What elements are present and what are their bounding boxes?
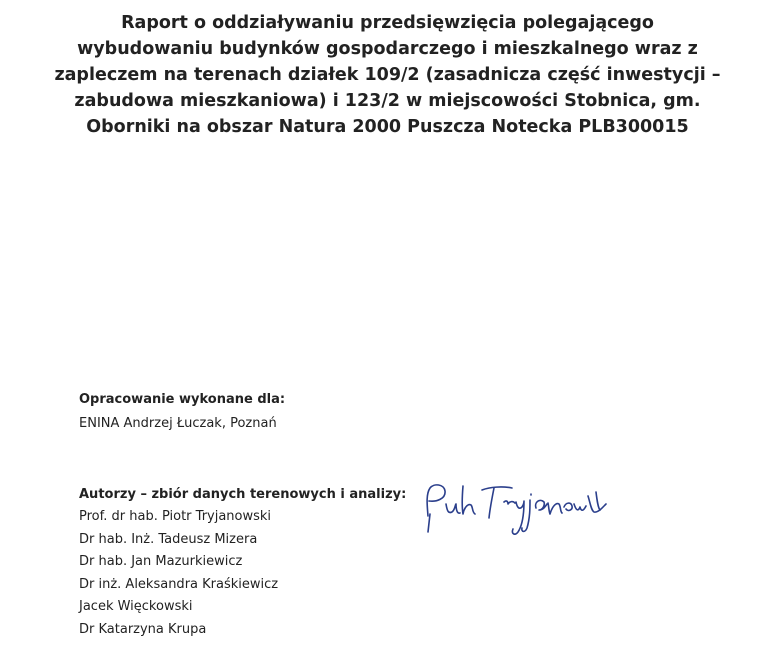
client-heading: Opracowanie wykonane dla: [79,392,286,407]
client-section [79,389,285,436]
client-name: ENINA Andrzej Łuczak, Poznań [79,416,277,431]
handwritten-signature [418,474,618,544]
author-name: Prof. dr hab. Piotr Tryjanowski [79,509,272,524]
title-line: zabudowa mieszkaniowa) i 123/2 w miejscowości Stobnica, gm. [74,91,701,111]
author-name: Dr hab. Jan Mazurkiewicz [79,554,243,569]
title-line: zapleczem na terenach działek 109/2 (zasadnicza część inwestycji – [54,65,721,85]
report-title [0,10,775,140]
title-line: wybudowaniu budynków gospodarczego i mieszkalnego wraz z [77,39,698,59]
title-line: Oborniki na obszar Natura 2000 Puszcza Notecka PLB300015 [86,117,689,137]
author-name: Dr inż. Aleksandra Kraśkiewicz [79,576,279,592]
authors-section [79,484,406,641]
author-name: Jacek Więckowski [79,599,193,614]
author-name: Dr hab. Inż. Tadeusz Mizera [79,531,258,547]
author-name: Dr Katarzyna Krupa [79,621,207,637]
title-line: Raport o oddziaływaniu przedsięwzięcia polegającego [121,13,654,33]
authors-heading: Autorzy – zbiór danych terenowych i analizy: [79,487,407,502]
